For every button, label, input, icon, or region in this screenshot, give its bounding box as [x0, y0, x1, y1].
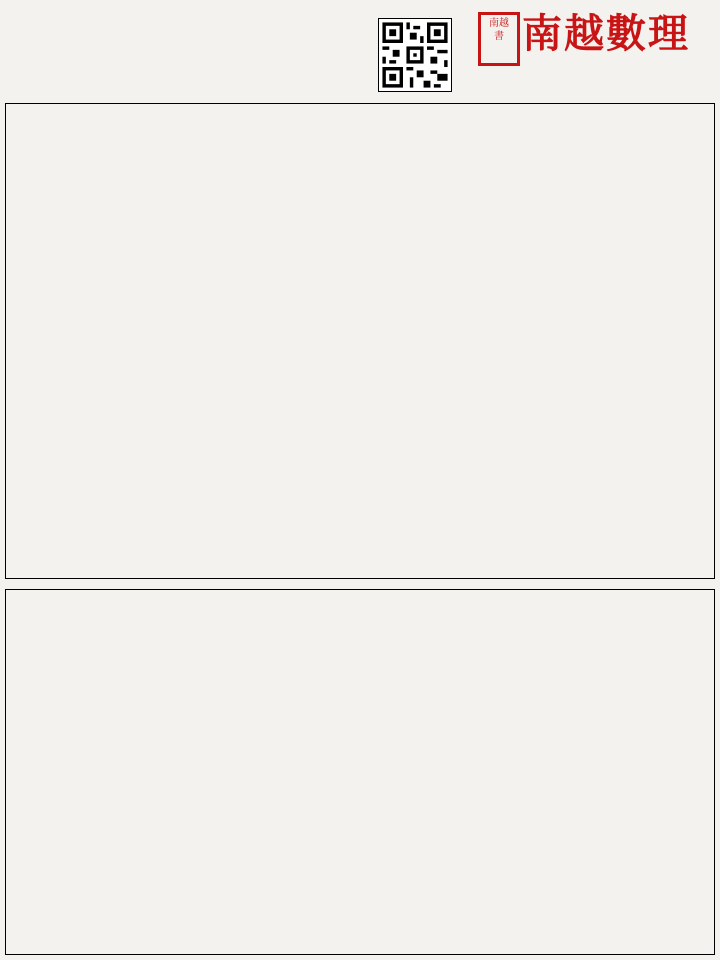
seal-text: 南越 書 — [489, 18, 509, 42]
pillars-panel — [5, 103, 715, 579]
gender-line — [12, 10, 19, 25]
years-grid — [5, 589, 715, 955]
brand-logo — [522, 6, 712, 62]
brand-text: 南越數理 — [522, 10, 690, 57]
header-info — [12, 10, 19, 25]
seal-logo — [478, 12, 520, 66]
qr-code-icon[interactable] — [378, 18, 452, 92]
